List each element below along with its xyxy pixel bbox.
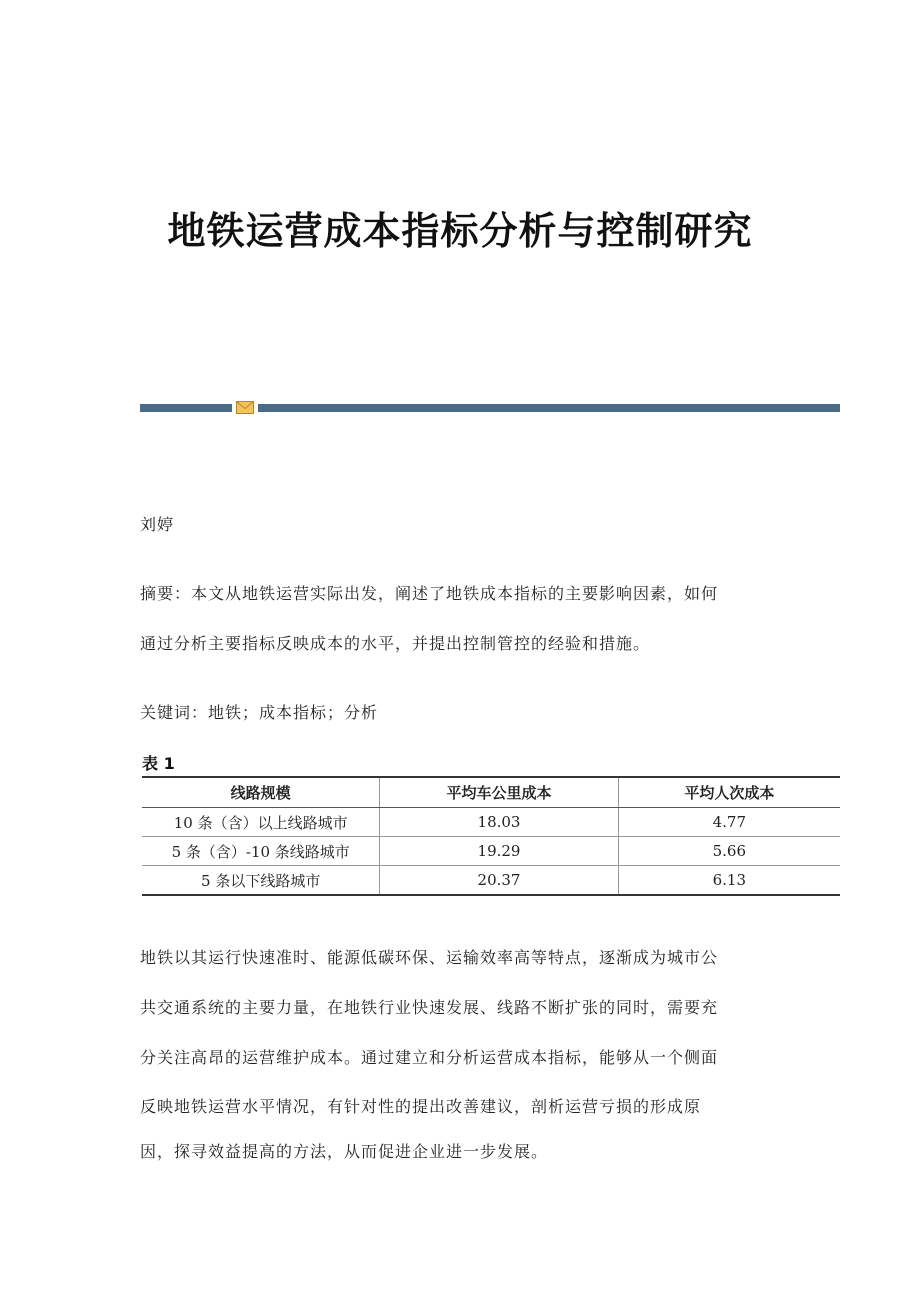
table-header-row <box>142 777 840 808</box>
header-avg-vehicle-km-cost: 平均车公里成本 <box>380 777 618 808</box>
table-cell: 5 条（含）-10 条线路城市 <box>142 837 380 866</box>
table-cell: 20.37 <box>380 866 618 896</box>
divider-bar-left <box>140 404 232 412</box>
table-cell: 10 条（含）以上线路城市 <box>142 808 380 837</box>
table-cell: 18.03 <box>380 808 618 837</box>
table-cell: 4.77 <box>618 808 840 837</box>
document-title: 地铁运营成本指标分析与控制研究 <box>167 208 753 253</box>
table-cell: 5.66 <box>618 837 840 866</box>
abstract-line-2: 通过分析主要指标反映成本的水平，并提出控制管控的经验和措施。 <box>140 634 651 653</box>
table-row <box>142 808 840 837</box>
body-line-3: 分关注高昂的运营维护成本。通过建立和分析运营成本指标，能够从一个侧面 <box>140 1048 719 1067</box>
envelope-icon <box>236 401 254 414</box>
body-line-4: 反映地铁运营水平情况，有针对性的提出改善建议，剖析运营亏损的形成原 <box>140 1097 702 1116</box>
cost-table <box>142 776 840 896</box>
body-line-1: 地铁以其运行快速准时、能源低碳环保、运输效率高等特点，逐渐成为城市公 <box>140 948 719 967</box>
table-cell: 5 条以下线路城市 <box>142 866 380 896</box>
keywords: 关键词：地铁；成本指标；分析 <box>140 703 379 722</box>
table-cell: 19.29 <box>380 837 618 866</box>
body-line-5: 因，探寻效益提高的方法，从而促进企业进一步发展。 <box>140 1142 549 1161</box>
abstract-line-1: 摘要：本文从地铁运营实际出发，阐述了地铁成本指标的主要影响因素，如何 <box>140 584 719 603</box>
table-caption: 表 1 <box>142 754 175 773</box>
title-divider <box>140 401 840 415</box>
author-name: 刘婷 <box>140 515 175 534</box>
header-avg-passenger-cost: 平均人次成本 <box>618 777 840 808</box>
table-row <box>142 866 840 896</box>
header-line-scale: 线路规模 <box>142 777 380 808</box>
table-row <box>142 837 840 866</box>
body-line-2: 共交通系统的主要力量，在地铁行业快速发展、线路不断扩张的同时，需要充 <box>140 998 719 1017</box>
divider-bar-right <box>258 404 840 412</box>
table-cell: 6.13 <box>618 866 840 896</box>
